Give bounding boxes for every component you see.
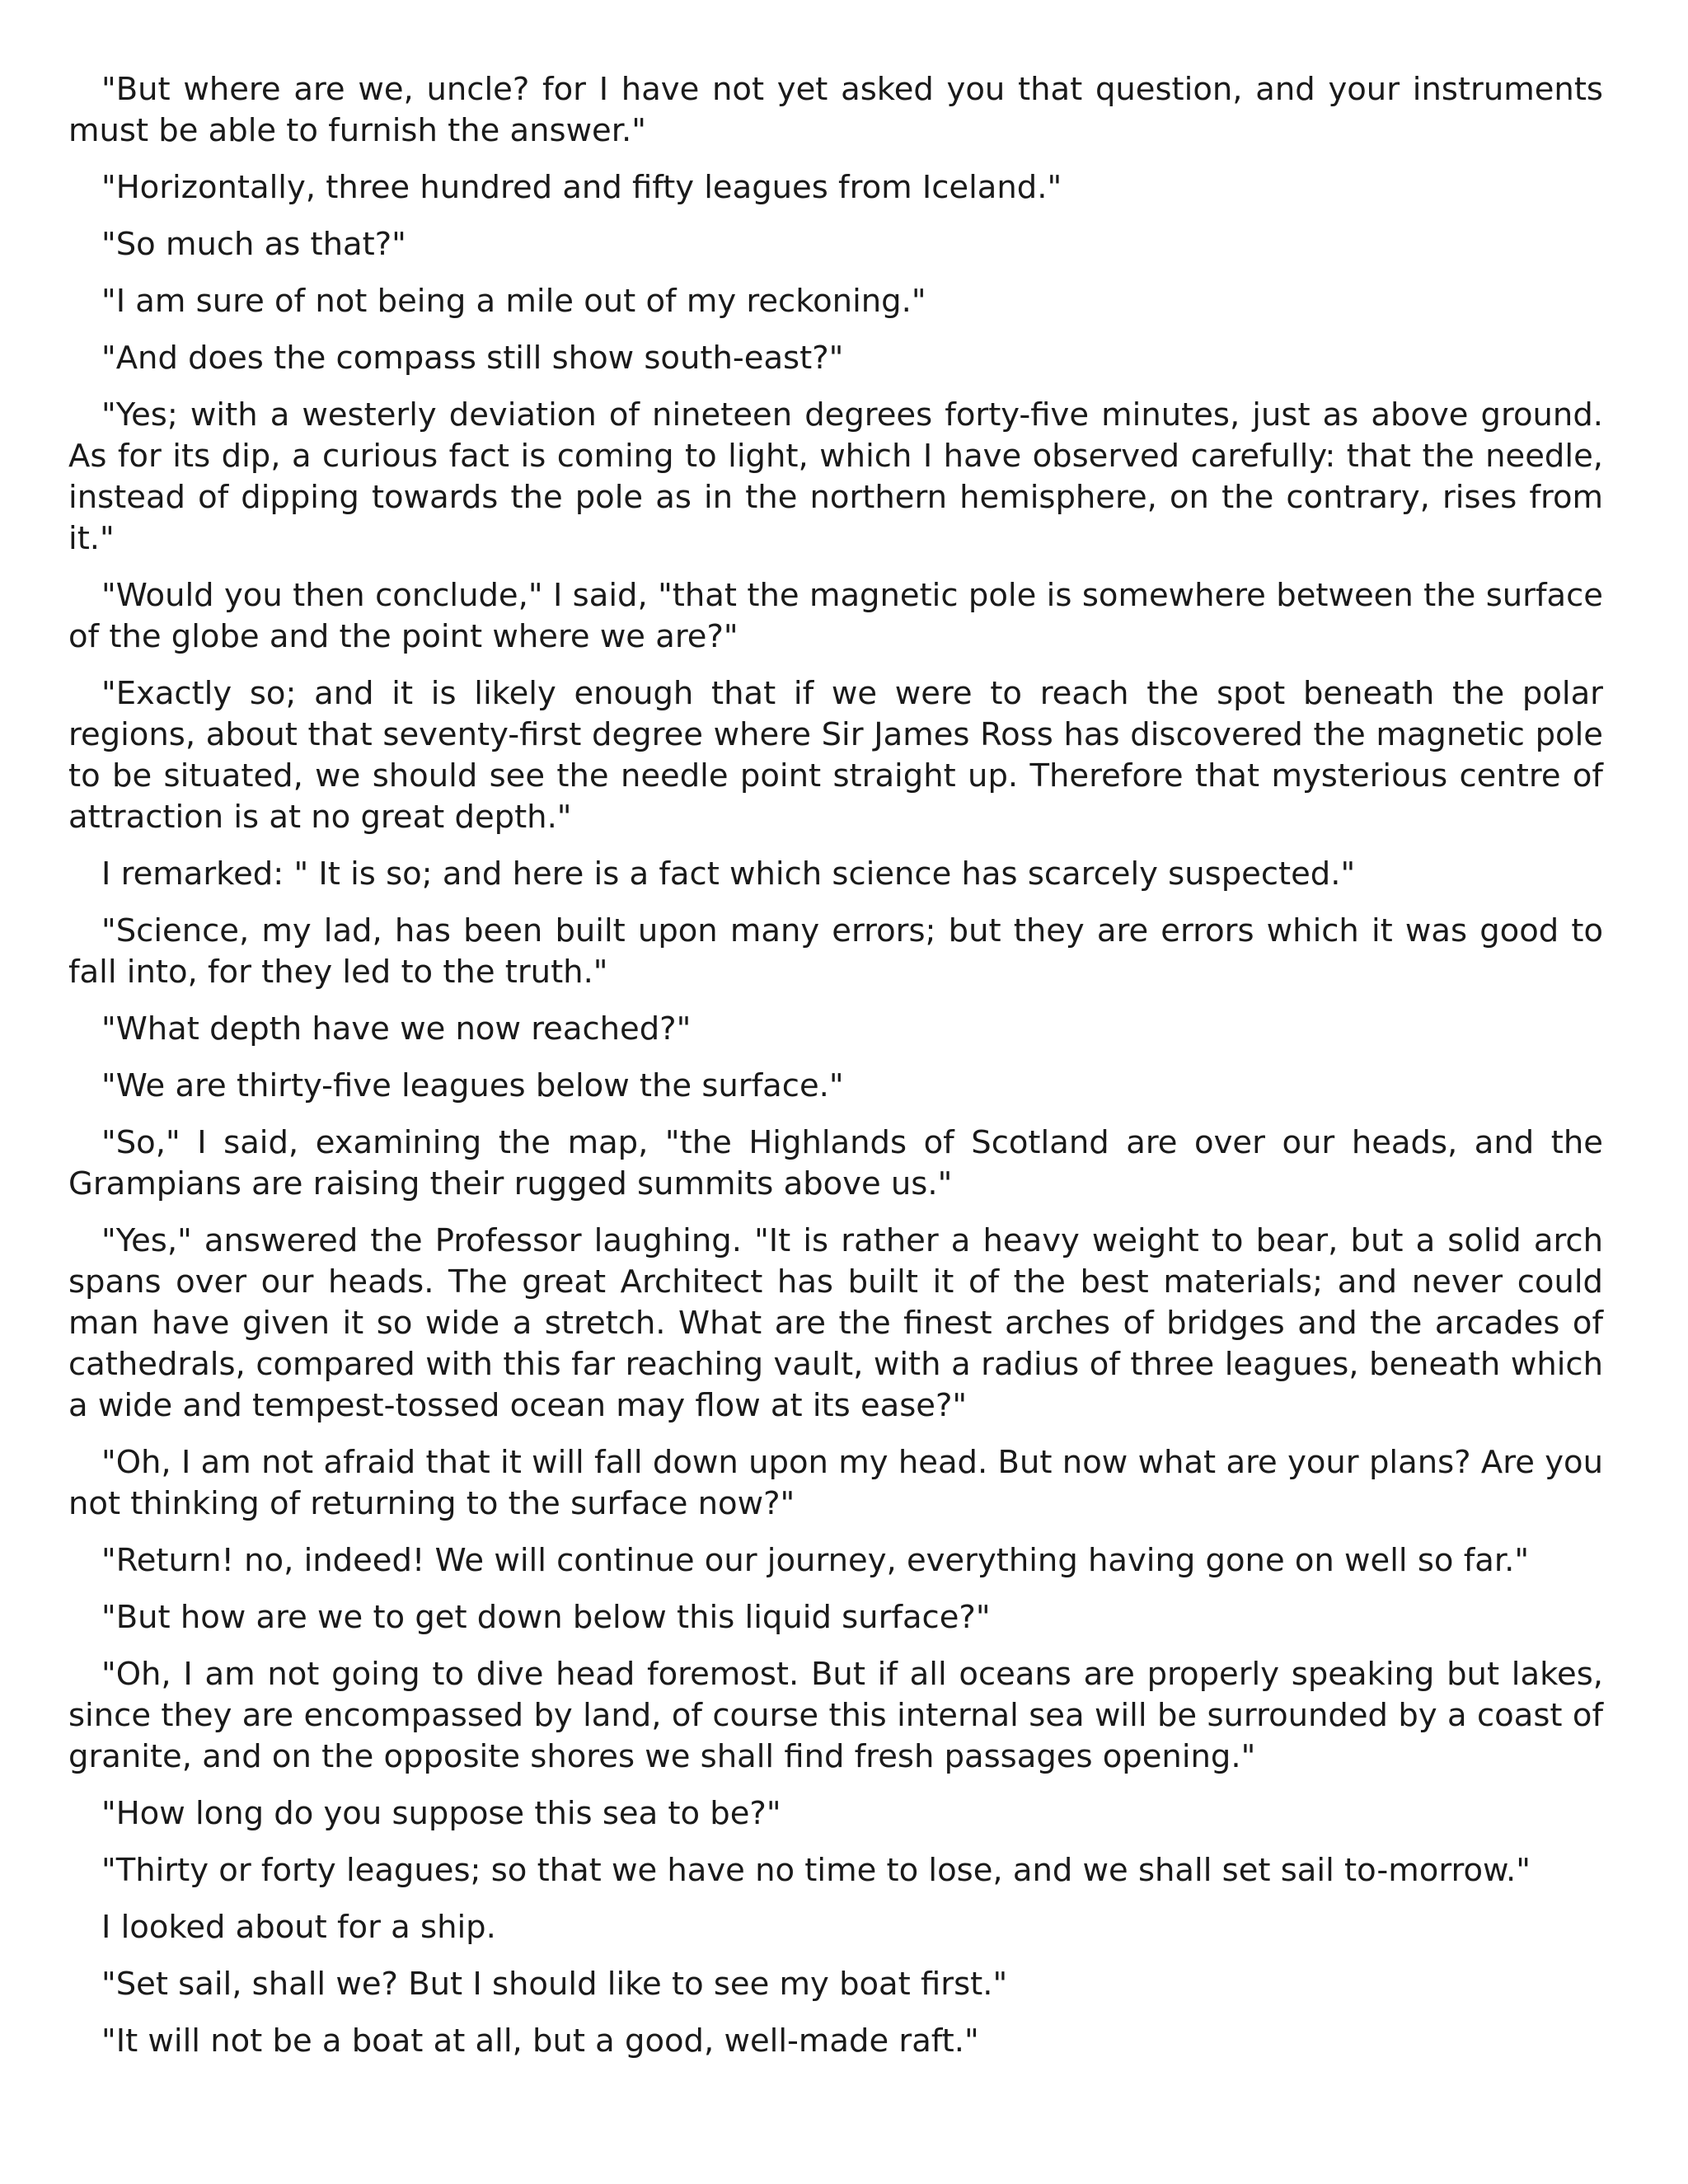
paragraph: "But how are we to get down below this liquid surface?" — [101, 1599, 991, 1636]
paragraph: I looked about for a ship. — [101, 1909, 496, 1946]
document-page — [68, 69, 1603, 2062]
paragraph: I remarked: " It is so; and here is a fact which science has scarcely suspected." — [101, 855, 1356, 893]
paragraph: "Horizontally, three hundred and fifty leagues from Iceland." — [101, 169, 1062, 206]
paragraph: "Yes," answered the Professor laughing. "It is rather a heavy weight to bear, but a solid arch spans over our heads. The great Architect has built it of the best materials; and never could man have given it so wide a stretch. What are the finest arches of bridges and the arcades of cathedrals, compared with this far reaching vault, with a radius of three leagues, beneath which a wide and tempest-tossed ocean may flow at its ease?" — [68, 1222, 1603, 1424]
paragraph: "Exactly so; and it is likely enough that if we were to reach the spot beneath the polar regions, about that seventy-first degree where Sir James Ross has discovered the magnetic pole to be situated, we should see the needle point straight up. Therefore that mysterious centre of attraction is at no great depth." — [68, 675, 1603, 836]
paragraph: "Science, my lad, has been built upon many errors; but they are errors which it was good to fall into, for they led to the truth." — [68, 912, 1603, 991]
paragraph: "I am sure of not being a mile out of my reckoning." — [101, 283, 926, 320]
paragraph: "Yes; with a westerly deviation of nineteen degrees forty-five minutes, just as above ground. As for its dip, a curious fact is coming to light, which I have observed carefully: that the needle, instead of dipping towards the pole as in the northern hemisphere, on the contrary, rises from it." — [68, 396, 1603, 557]
paragraph: "We are thirty-five leagues below the surface." — [101, 1067, 844, 1104]
paragraph: "Oh, I am not going to dive head foremost. But if all oceans are properly speaking but lakes, since they are encompassed by land, of course this internal sea will be surrounded by a coast of granite, and on the opposite shores we shall find fresh passages opening." — [68, 1656, 1603, 1775]
paragraph: "And does the compass still show south-east?" — [101, 340, 844, 377]
paragraph: "Set sail, shall we? But I should like to see my boat first." — [101, 1966, 1008, 2003]
paragraph: "What depth have we now reached?" — [101, 1010, 692, 1047]
paragraph: "How long do you suppose this sea to be?" — [101, 1795, 781, 1832]
paragraph: "So much as that?" — [101, 226, 406, 263]
paragraph: "Return! no, indeed! We will continue our journey, everything having gone on well so far." — [101, 1542, 1530, 1579]
paragraph: "Oh, I am not afraid that it will fall down upon my head. But now what are your plans? Are you not thinking of returning to the surface now?" — [68, 1444, 1603, 1522]
paragraph: "So," I said, examining the map, "the Highlands of Scotland are over our heads, and the Grampians are raising their rugged summits above us." — [68, 1124, 1603, 1202]
paragraph: "Would you then conclude," I said, "that the magnetic pole is somewhere between the surface of the globe and the point where we are?" — [68, 577, 1603, 655]
paragraph: "Thirty or forty leagues; so that we have no time to lose, and we shall set sail to-morrow." — [101, 1852, 1531, 1889]
paragraph: "It will not be a boat at all, but a good, well-made raft." — [101, 2022, 979, 2060]
paragraph: "But where are we, uncle? for I have not yet asked you that question, and your instruments must be able to furnish the answer." — [68, 71, 1603, 149]
